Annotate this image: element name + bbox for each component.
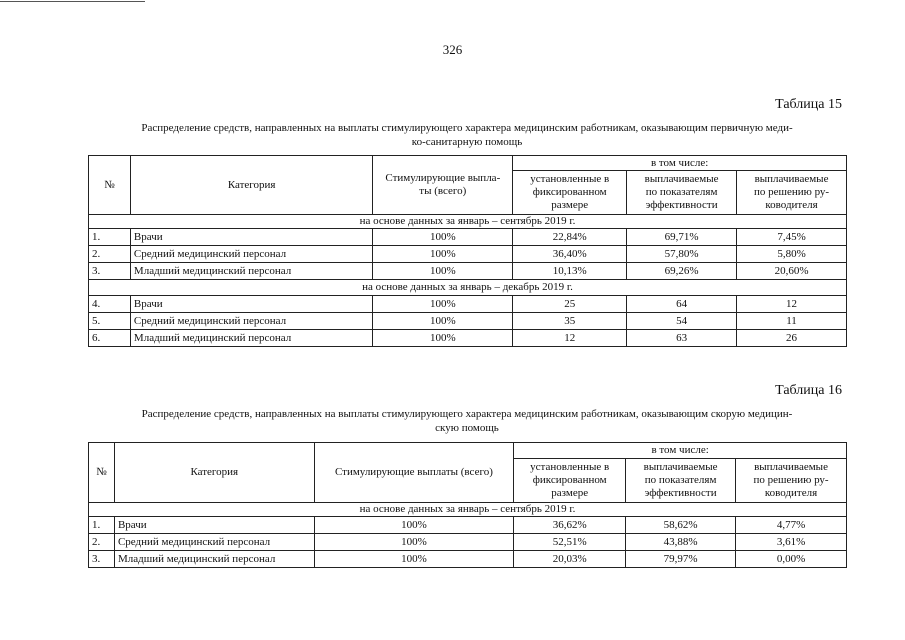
top-rule — [0, 1, 145, 2]
row-total: 100% — [373, 313, 513, 330]
row-manager: 3,61% — [736, 534, 847, 551]
table-row — [89, 246, 847, 263]
table-row — [89, 534, 847, 551]
table-15-caption-line2: ко-санитарную помощь — [411, 136, 523, 148]
row-performance: 43,88% — [626, 534, 736, 551]
header-fixed: установленные в фиксированном размере — [513, 171, 627, 215]
table-row — [89, 263, 847, 280]
table-16-label: Таблица 16 — [775, 383, 842, 398]
header-num: № — [89, 156, 131, 215]
table-15-label: Таблица 15 — [775, 97, 842, 112]
row-manager: 4,77% — [736, 517, 847, 534]
header-category: Категория — [114, 443, 314, 503]
row-category: Врачи — [130, 229, 372, 246]
row-category: Средний медицинский персонал — [130, 313, 372, 330]
section-heading: на основе данных за январь – декабрь 2019 г. — [89, 280, 847, 296]
row-performance: 54 — [627, 313, 737, 330]
row-total: 100% — [373, 246, 513, 263]
row-fixed: 25 — [513, 296, 627, 313]
table-15-caption-line1: Распределение средств, направленных на выплаты стимулирующего характера медицинским работникам, оказывающим первичную меди- — [141, 122, 793, 134]
row-fixed: 22,84% — [513, 229, 627, 246]
row-fixed: 35 — [513, 313, 627, 330]
row-number: 2. — [89, 534, 115, 551]
row-manager: 12 — [737, 296, 847, 313]
row-number: 6. — [89, 330, 131, 347]
row-manager: 7,45% — [737, 229, 847, 246]
row-fixed: 36,62% — [514, 517, 626, 534]
table-15-body-1 — [89, 229, 847, 280]
row-performance: 69,26% — [627, 263, 737, 280]
row-number: 3. — [89, 551, 115, 568]
page-number: 326 — [442, 42, 463, 57]
table-15-caption — [88, 121, 846, 149]
row-manager: 5,80% — [737, 246, 847, 263]
table-16-caption-line2: скую помощь — [435, 422, 499, 434]
table-row — [89, 551, 847, 568]
table-16-caption — [88, 407, 846, 435]
row-performance: 69,71% — [627, 229, 737, 246]
row-performance: 64 — [627, 296, 737, 313]
row-number: 2. — [89, 246, 131, 263]
row-fixed: 36,40% — [513, 246, 627, 263]
table-row — [89, 229, 847, 246]
table-row — [89, 313, 847, 330]
section-heading: на основе данных за январь – сентябрь 2019 г. — [89, 503, 847, 517]
section-heading: на основе данных за январь – сентябрь 2019 г. — [89, 215, 847, 229]
table-15-section-1 — [89, 215, 847, 229]
header-total: Стимулирующие выплаты (всего) — [314, 443, 514, 503]
row-total: 100% — [373, 296, 513, 313]
table-row — [89, 296, 847, 313]
header-fixed: установленные в фиксированном размере — [514, 459, 626, 503]
row-number: 3. — [89, 263, 131, 280]
row-category: Врачи — [130, 296, 372, 313]
row-number: 5. — [89, 313, 131, 330]
row-total: 100% — [373, 263, 513, 280]
header-including: в том числе: — [514, 443, 847, 459]
row-category: Младший медицинский персонал — [130, 263, 372, 280]
table-16-body-1 — [89, 517, 847, 568]
header-num: № — [89, 443, 115, 503]
table-15 — [88, 155, 847, 347]
row-manager: 26 — [737, 330, 847, 347]
table-16-caption-line1: Распределение средств, направленных на выплаты стимулирующего характера медицинским работникам, оказывающим скорую медицин- — [141, 408, 793, 420]
row-category: Младший медицинский персонал — [114, 551, 314, 568]
row-manager: 0,00% — [736, 551, 847, 568]
row-performance: 58,62% — [626, 517, 736, 534]
table-16 — [88, 442, 847, 568]
header-manager: выплачиваемые по решению ру- ководителя — [737, 171, 847, 215]
row-number: 1. — [89, 229, 131, 246]
row-category: Средний медицинский персонал — [130, 246, 372, 263]
row-performance: 57,80% — [627, 246, 737, 263]
header-including: в том числе: — [513, 156, 847, 171]
header-performance: выплачиваемые по показателям эффективности — [627, 171, 737, 215]
row-manager: 20,60% — [737, 263, 847, 280]
table-15-body-2 — [89, 296, 847, 347]
row-fixed: 20,03% — [514, 551, 626, 568]
table-row — [89, 330, 847, 347]
row-category: Средний медицинский персонал — [114, 534, 314, 551]
row-performance: 63 — [627, 330, 737, 347]
table-16-header — [89, 443, 847, 503]
row-total: 100% — [373, 330, 513, 347]
table-16-section-1 — [89, 503, 847, 517]
row-total: 100% — [314, 551, 514, 568]
row-category: Врачи — [114, 517, 314, 534]
row-manager: 11 — [737, 313, 847, 330]
row-performance: 79,97% — [626, 551, 736, 568]
table-15-header — [89, 156, 847, 215]
row-total: 100% — [314, 534, 514, 551]
row-fixed: 12 — [513, 330, 627, 347]
header-total: Стимулирующие выпла- ты (всего) — [373, 156, 513, 215]
header-performance: выплачиваемые по показателям эффективности — [626, 459, 736, 503]
row-number: 4. — [89, 296, 131, 313]
header-category: Категория — [130, 156, 372, 215]
table-row — [89, 517, 847, 534]
row-total: 100% — [373, 229, 513, 246]
row-number: 1. — [89, 517, 115, 534]
row-category: Младший медицинский персонал — [130, 330, 372, 347]
row-fixed: 10,13% — [513, 263, 627, 280]
row-total: 100% — [314, 517, 514, 534]
table-15-section-2 — [89, 280, 847, 296]
row-fixed: 52,51% — [514, 534, 626, 551]
header-manager: выплачиваемые по решению ру- ководителя — [736, 459, 847, 503]
